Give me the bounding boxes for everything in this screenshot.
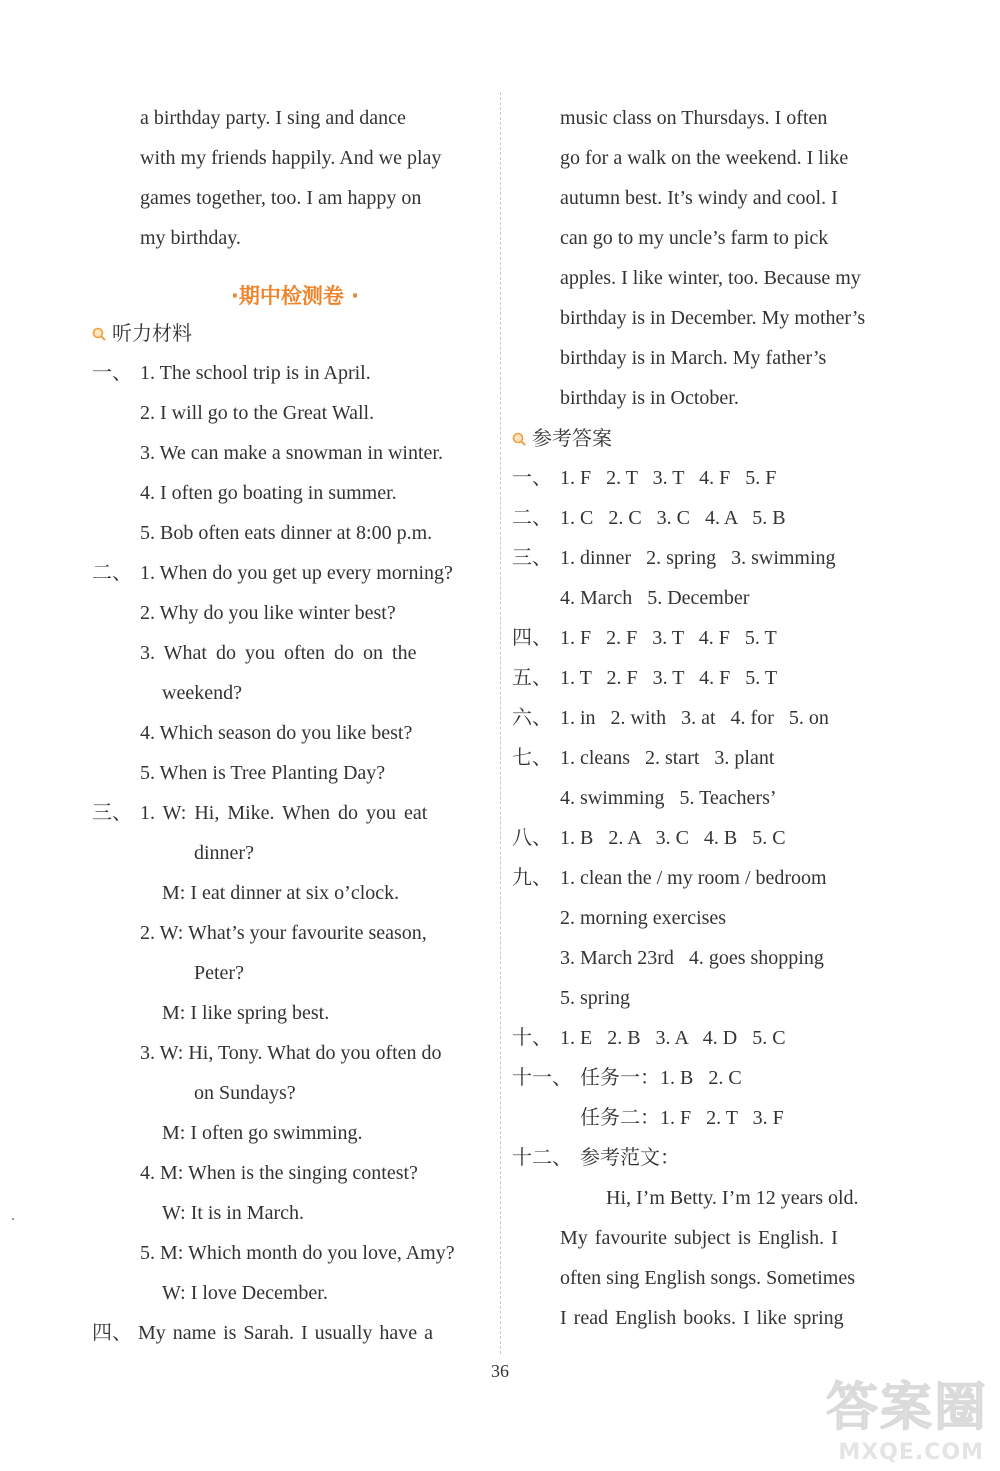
passage-line: birthday is in October. [560, 387, 739, 409]
answer-number: 十二、 [512, 1147, 572, 1169]
question-number: 二、 [92, 562, 132, 584]
dialogue-line: 5. M: Which month do you love, Amy? [140, 1242, 455, 1264]
question-number: 一、 [92, 362, 132, 384]
list-item: 3. We can make a snowman in winter. [140, 442, 443, 464]
list-item: 5. Bob often eats dinner at 8:00 p.m. [140, 522, 433, 544]
answer-line: 1. F 2. T 3. T 4. F 5. F [560, 467, 777, 489]
print-speck [12, 1218, 14, 1220]
dialogue-line: W: It is in March. [162, 1202, 305, 1224]
dialogue-line: M: I often go swimming. [162, 1122, 363, 1144]
answer-line: 3. March 23rd 4. goes shopping [560, 947, 824, 969]
answer-line: 4. March 5. December [560, 587, 750, 609]
answer-number: 一、 [512, 467, 552, 489]
answer-number: 七、 [512, 747, 552, 769]
essay-line: often sing English songs. Sometimes [560, 1267, 855, 1289]
answer-number: 三、 [512, 547, 552, 569]
dialogue-line: on Sundays? [194, 1082, 296, 1104]
answer-line: 1. dinner 2. spring 3. swimming [560, 547, 836, 569]
answer-line: 5. spring [560, 987, 630, 1009]
list-item: 4. Which season do you like best? [140, 722, 413, 744]
dialogue-line: W: I love December. [162, 1282, 328, 1304]
answer-number: 九、 [512, 867, 552, 889]
answer-number: 六、 [512, 707, 552, 729]
answer-line: 任务一：1. B 2. C [580, 1067, 742, 1089]
essay-line: My favourite subject is English. I [560, 1227, 838, 1249]
dialogue-line: Peter? [194, 962, 244, 984]
listening-heading-text: 听力材料 [112, 321, 192, 345]
watermark-url: MXQE.COM [838, 1440, 984, 1465]
magnifier-icon [92, 327, 106, 341]
passage-line: music class on Thursdays. I often [560, 107, 828, 129]
listening-heading [92, 313, 192, 353]
answer-line: 1. clean the / my room / bedroom [560, 867, 827, 889]
question-number: 四、 [92, 1322, 132, 1344]
essay-label: 参考范文： [580, 1147, 680, 1169]
answer-line: 1. F 2. F 3. T 4. F 5. T [560, 627, 777, 649]
dialogue-line: 3. W: Hi, Tony. What do you often do [140, 1042, 442, 1064]
essay-line: Hi, I’m Betty. I’m 12 years old. [606, 1187, 859, 1209]
passage-line: My name is Sarah. I usually have a [138, 1322, 434, 1344]
dialogue-line: dinner? [194, 842, 254, 864]
passage-line: birthday is in December. My mother’s [560, 307, 866, 329]
watermark-logo-text: 答案圈 [825, 1378, 988, 1438]
passage-line: go for a walk on the weekend. I like [560, 147, 849, 169]
answer-number: 二、 [512, 507, 552, 529]
passage-line: can go to my uncle’s farm to pick [560, 227, 829, 249]
dialogue-line: 4. M: When is the singing contest? [140, 1162, 418, 1184]
list-item: 3. What do you often do on the [140, 642, 417, 664]
magnifier-icon [512, 432, 526, 446]
intro-line: games together, too. I am happy on [140, 187, 422, 209]
answers-heading-text: 参考答案 [532, 426, 612, 450]
answer-number: 十一、 [512, 1067, 572, 1089]
answer-number: 十、 [512, 1027, 552, 1049]
list-item: 5. When is Tree Planting Day? [140, 762, 386, 784]
passage-line: apples. I like winter, too. Because my [560, 267, 861, 289]
list-item: 2. Why do you like winter best? [140, 602, 396, 624]
answer-number: 五、 [512, 667, 552, 689]
dialogue-line: 1. W: Hi, Mike. When do you eat [140, 802, 428, 824]
intro-line: with my friends happily. And we play [140, 147, 442, 169]
list-item: weekend? [162, 682, 242, 704]
watermark [792, 1365, 992, 1465]
answer-number: 四、 [512, 627, 552, 649]
page-number: 36 [491, 1361, 509, 1381]
answer-number: 八、 [512, 827, 552, 849]
answer-line: 1. E 2. B 3. A 4. D 5. C [560, 1027, 786, 1049]
answer-line: 4. swimming 5. Teachers’ [560, 787, 777, 809]
dialogue-line: M: I eat dinner at six o’clock. [162, 882, 400, 904]
answer-line: 2. morning exercises [560, 907, 727, 929]
answer-line: 任务二：1. F 2. T 3. F [580, 1107, 784, 1129]
answers-heading [512, 418, 612, 458]
answer-line: 1. C 2. C 3. C 4. A 5. B [560, 507, 786, 529]
list-item: 1. The school trip is in April. [140, 362, 371, 384]
answer-line: 1. T 2. F 3. T 4. F 5. T [560, 667, 778, 689]
intro-line: a birthday party. I sing and dance [140, 107, 406, 129]
answer-line: 1. B 2. A 3. C 4. B 5. C [560, 827, 786, 849]
essay-line: I read English books. I like spring [560, 1307, 844, 1329]
list-item: 4. I often go boating in summer. [140, 482, 397, 504]
passage-line: birthday is in March. My father’s [560, 347, 827, 369]
answer-line: 1. cleans 2. start 3. plant [560, 747, 775, 769]
answer-line: 1. in 2. with 3. at 4. for 5. on [560, 707, 829, 729]
dialogue-line: M: I like spring best. [162, 1002, 330, 1024]
list-item: 1. When do you get up every morning? [140, 562, 453, 584]
dialogue-line: 2. W: What’s your favourite season, [140, 922, 427, 944]
column-divider [500, 92, 501, 1354]
section-title: ·期中检测卷 · [230, 284, 360, 308]
list-item: 2. I will go to the Great Wall. [140, 402, 375, 424]
intro-line: my birthday. [140, 227, 241, 249]
passage-line: autumn best. It’s windy and cool. I [560, 187, 838, 209]
question-number: 三、 [92, 802, 132, 824]
